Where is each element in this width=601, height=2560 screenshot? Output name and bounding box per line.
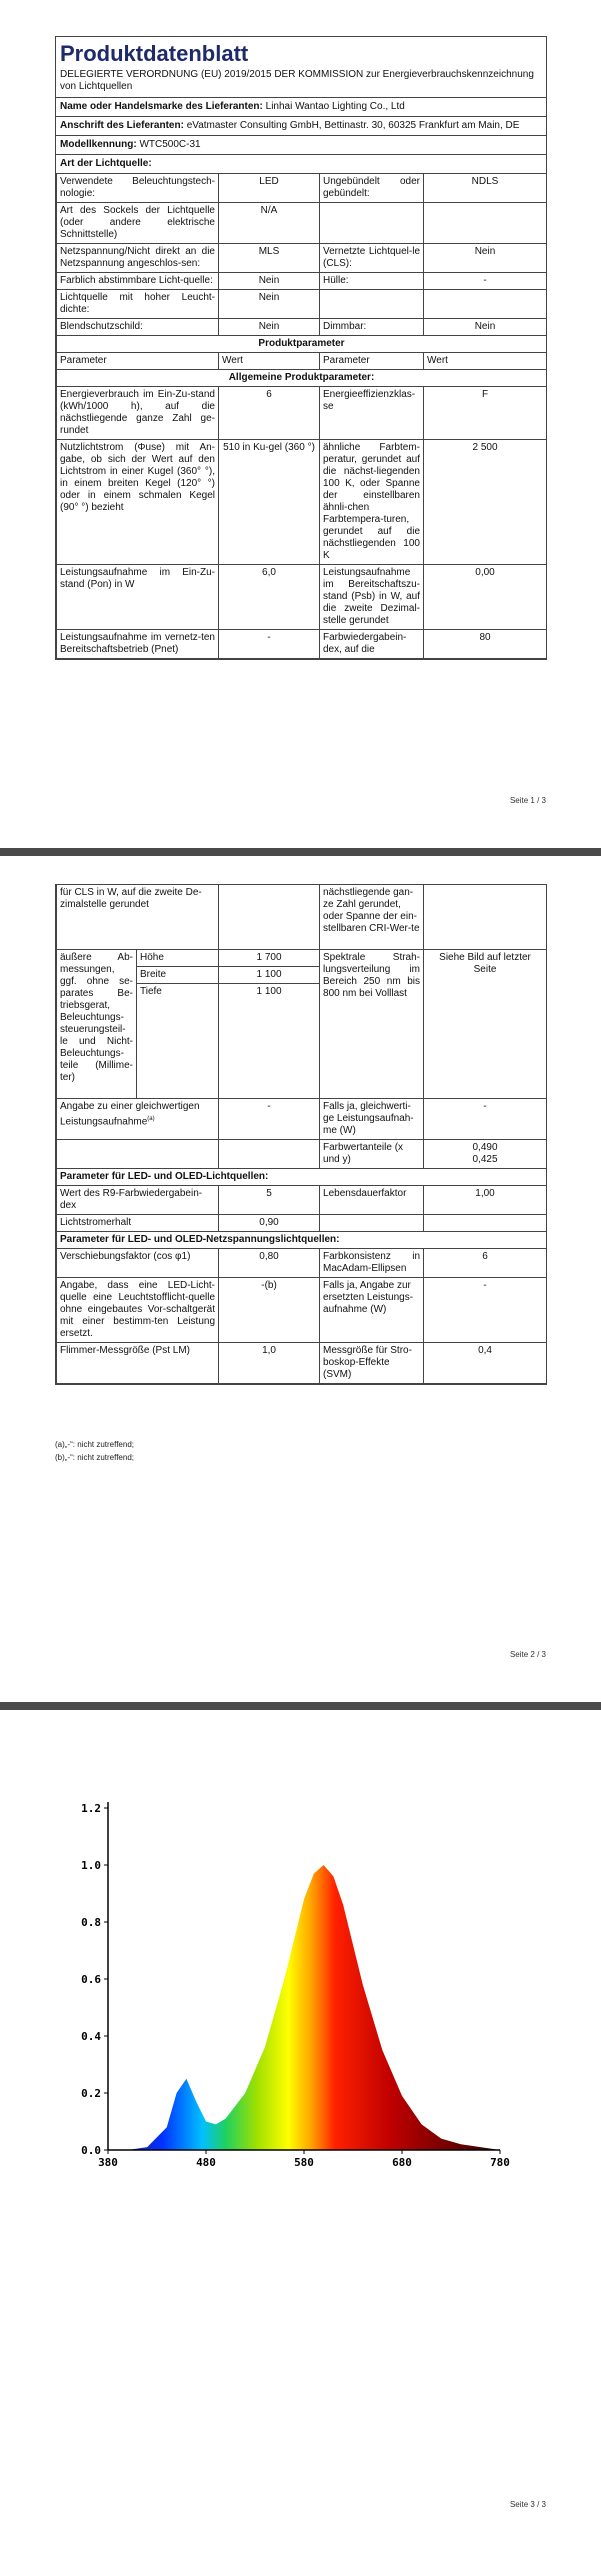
param-label <box>320 1215 424 1232</box>
address-value: eVatmaster Consulting GmbH, Bettinastr. 30, 60325 Frankfurt am Main, DE <box>186 120 520 131</box>
param-label: Verschiebungsfaktor (cos φ1) <box>57 1249 219 1278</box>
param-value: Siehe Bild auf letzter Seite <box>424 950 547 1099</box>
param-value: N/A <box>219 203 320 244</box>
supplier-row <box>56 97 546 116</box>
page-number: Seite 2 / 3 <box>509 1650 546 1659</box>
param-value: Nein <box>219 319 320 336</box>
param-label: Leistungsaufnahme im vernetz-ten Bereitschaftsbetrieb (Pnet) <box>57 630 219 659</box>
address-row <box>56 116 546 135</box>
param-label <box>320 203 424 244</box>
dimension-value: 1 100 <box>219 984 320 1099</box>
param-value: 6 <box>424 1249 547 1278</box>
param-value: 6 <box>219 387 320 440</box>
table-row <box>57 630 547 659</box>
table-row <box>57 565 547 630</box>
x-tick-label: 580 <box>294 2156 314 2169</box>
page-number: Seite 1 / 3 <box>509 796 546 805</box>
section-row <box>57 1169 547 1186</box>
supplier-label: Name oder Handelsmarke des Lieferanten: <box>60 101 263 112</box>
footnote: (b)„-“: nicht zutreffend; <box>55 1453 134 1462</box>
param-value: 2 500 <box>424 440 547 565</box>
mains-params-heading: Parameter für LED- und OLED-Netzspannungslichtquellen: <box>57 1232 547 1249</box>
param-value: - <box>424 1278 547 1343</box>
plot-area <box>81 1802 510 2169</box>
param-label: Lebensdauerfaktor <box>320 1186 424 1215</box>
param-label: Blendschutzschild: <box>57 319 219 336</box>
dimension-name: Breite <box>137 967 219 984</box>
table-row <box>57 885 547 950</box>
param-value: 1,0 <box>219 1343 320 1384</box>
param-label <box>320 290 424 319</box>
param-value: Nein <box>424 319 547 336</box>
param-value: - <box>219 630 320 659</box>
param-label: Angabe zu einer gleichwertigen Leistungsaufnahme$^{(a)}$ <box>57 1099 219 1140</box>
param-value <box>424 885 547 950</box>
dimension-value: 1 100 <box>219 967 320 984</box>
param-label: nächstliegende gan-ze Zahl gerundet, oder Spanne der ein-stellbaren CRI-Wer-te <box>320 885 424 950</box>
table-row <box>57 1099 547 1140</box>
x-tick-label: 780 <box>490 2156 510 2169</box>
section-row <box>57 1232 547 1249</box>
param-value: NDLS <box>424 174 547 203</box>
param-label: Verwendete Beleuchtungstech-nologie: <box>57 174 219 203</box>
table-row <box>57 1278 547 1343</box>
x-tick-label: 480 <box>196 2156 216 2169</box>
param-label: Falls ja, gleichwerti-ge Leistungsaufnah-me (W) <box>320 1099 424 1140</box>
param-label: für CLS in W, auf die zweite De-zimalstelle gerundet <box>57 885 219 950</box>
table-row <box>57 244 547 273</box>
model-value: WTC500C-31 <box>139 139 201 150</box>
param-label: Flimmer-Messgröße (Pst LM) <box>57 1343 219 1384</box>
param-label: Vernetzte Lichtquel-le (CLS): <box>320 244 424 273</box>
y-tick-label: 0.0 <box>81 2144 101 2157</box>
header-row <box>57 353 547 370</box>
model-row <box>56 135 546 154</box>
page-title: Produktdatenblatt <box>60 41 249 66</box>
y-tick-label: 0.6 <box>81 1973 101 1986</box>
column-header: Parameter <box>57 353 219 370</box>
param-value: Nein <box>424 244 547 273</box>
table-row <box>57 174 547 203</box>
param-label: Nutzlichtstrom (Φuse) mit An-gabe, ob sich der Wert auf den Lichtstrom in einer Kugel (360° °), in einem breiten Kegel (120° °) oder in einem schmalen Kegel (90° °) bezieht <box>57 440 219 565</box>
table-row <box>57 1343 547 1384</box>
x-tick-label: 380 <box>98 2156 118 2169</box>
spectral-distribution-chart <box>60 1790 510 2190</box>
params-table-continued <box>56 884 547 1384</box>
section-row <box>57 336 547 353</box>
param-label: Falls ja, Angabe zur ersetzten Leistungs-aufnahme (W) <box>320 1278 424 1343</box>
y-tick-label: 0.4 <box>81 2030 101 2043</box>
param-label <box>57 1140 219 1169</box>
param-value: - <box>424 273 547 290</box>
led-params-heading: Parameter für LED- und OLED-Lichtquellen: <box>57 1169 547 1186</box>
param-value: Nein <box>219 273 320 290</box>
param-label: Lichtquelle mit hoher Leucht-dichte: <box>57 290 219 319</box>
table-row <box>57 203 547 244</box>
param-value <box>219 885 320 950</box>
param-value: - <box>424 1099 547 1140</box>
y-tick-label: 0.2 <box>81 2087 101 2100</box>
section-row <box>57 370 547 387</box>
param-value: 0,90 <box>219 1215 320 1232</box>
dimensions-label: äußere Ab-messungen, ggf. ohne se-parates Be-triebsgerat, Beleuchtungs-steuerungsteil-le und Nicht-Beleuchtungs-teile (Millime-ter) <box>57 950 137 1099</box>
param-value: 0,4 <box>424 1343 547 1384</box>
param-label: ähnliche Farbtem-peratur, gerundet auf die nächst-liegenden 100 K, oder Spanne der einstellbaren ähnli-chen Farbtempera-turen, gerundet auf die nächstliegenden 100 K <box>320 440 424 565</box>
datasheet-page-2 <box>55 884 547 1385</box>
table-row <box>57 1186 547 1215</box>
param-label: Leistungsaufnahme im Ein-Zu-stand (Pon) in W <box>57 565 219 630</box>
column-header: Wert <box>219 353 320 370</box>
param-label: Farbwertanteile (x und y) <box>320 1140 424 1169</box>
footnote: (a)„-“: nicht zutreffend; <box>55 1440 134 1449</box>
general-params-heading: Allgemeine Produktparameter: <box>57 370 547 387</box>
table-row <box>57 1215 547 1232</box>
param-value <box>424 1215 547 1232</box>
param-value: 0,00 <box>424 565 547 630</box>
footnotes <box>55 1438 134 1464</box>
param-label: Dimmbar: <box>320 319 424 336</box>
param-label: Energieeffizienzklas-se <box>320 387 424 440</box>
param-label: Wert des R9-Farbwiedergabein-dex <box>57 1186 219 1215</box>
light-source-type-heading: Art der Lichtquelle: <box>56 154 546 173</box>
light-source-type-table <box>56 173 547 659</box>
param-value: 6,0 <box>219 565 320 630</box>
param-value: 5 <box>219 1186 320 1215</box>
param-value: 0,490 0,425 <box>424 1140 547 1169</box>
supplier-value: Linhai Wantao Lighting Co., Ltd <box>265 101 405 112</box>
param-label: Angabe, dass eine LED-Licht-quelle eine Leuchtstofflicht-quelle ohne eingebautes Vor-schaltgerät mit einer bestimm-ten Leistung ersetzt. <box>57 1278 219 1343</box>
param-label: Ungebündelt oder gebündelt: <box>320 174 424 203</box>
param-value: - <box>219 1099 320 1140</box>
table-row <box>57 273 547 290</box>
spectrum-area <box>108 1865 500 2150</box>
page-2 <box>0 856 601 1702</box>
datasheet-page-1 <box>55 36 547 660</box>
table-row <box>57 440 547 565</box>
x-tick-label: 680 <box>392 2156 412 2169</box>
param-value: 1,00 <box>424 1186 547 1215</box>
param-value: Nein <box>219 290 320 319</box>
param-value: MLS <box>219 244 320 273</box>
param-value <box>424 290 547 319</box>
param-value <box>219 1140 320 1169</box>
param-value: 0,80 <box>219 1249 320 1278</box>
param-value: 80 <box>424 630 547 659</box>
model-label: Modellkennung: <box>60 139 137 150</box>
param-value: F <box>424 387 547 440</box>
param-label: Spektrale Strah-lungsverteilung im Bereich 250 nm bis 800 nm bei Volllast <box>320 950 424 1099</box>
page-number: Seite 3 / 3 <box>509 2500 546 2509</box>
param-label: Lichtstromerhalt <box>57 1215 219 1232</box>
param-label: Farbwiedergabein-dex, auf die <box>320 630 424 659</box>
column-header: Wert <box>424 353 547 370</box>
y-tick-label: 0.8 <box>81 1916 101 1929</box>
page-gap <box>0 848 601 856</box>
table-row <box>57 387 547 440</box>
param-label: Farbkonsistenz in MacAdam-Ellipsen <box>320 1249 424 1278</box>
page-1 <box>0 0 601 848</box>
product-params-heading: Produktparameter <box>57 336 547 353</box>
y-tick-label: 1.0 <box>81 1859 101 1872</box>
param-value <box>424 203 547 244</box>
param-value: LED <box>219 174 320 203</box>
table-row <box>57 1140 547 1169</box>
address-label: Anschrift des Lieferanten: <box>60 120 184 131</box>
table-row <box>57 290 547 319</box>
table-row <box>57 1249 547 1278</box>
param-label: Energieverbrauch im Ein-Zu-stand (kWh/1000 h), auf die nächstliegende ganze Zahl ge-rundet <box>57 387 219 440</box>
page-gap <box>0 1702 601 1710</box>
table-row <box>57 950 547 967</box>
dimension-name: Tiefe <box>137 984 219 1099</box>
param-value: -(b) <box>219 1278 320 1343</box>
table-row <box>57 319 547 336</box>
dimension-name: Höhe <box>137 950 219 967</box>
y-tick-label: 1.2 <box>81 1802 101 1815</box>
param-label: Netzspannung/Nicht direkt an die Netzspannung angeschlos-sen: <box>57 244 219 273</box>
param-label: Messgröße für Stro-boskop-Effekte (SVM) <box>320 1343 424 1384</box>
dimension-value: 1 700 <box>219 950 320 967</box>
param-value: 510 in Ku-gel (360 °) <box>219 440 320 565</box>
param-label: Farblich abstimmbare Licht-quelle: <box>57 273 219 290</box>
regulation-text: DELEGIERTE VERORDNUNG (EU) 2019/2015 DER KOMMISSION zur Energieverbrauchskennzeichnung von Lichtquellen <box>60 69 534 92</box>
column-header: Parameter <box>320 353 424 370</box>
param-label: Art des Sockels der Lichtquelle (oder andere elektrische Schnittstelle) <box>57 203 219 244</box>
param-label: Leistungsaufnahme im Bereitschaftszu-stand (Psb) in W, auf die zweite Dezimal-stelle gerundet <box>320 565 424 630</box>
param-label: Hülle: <box>320 273 424 290</box>
